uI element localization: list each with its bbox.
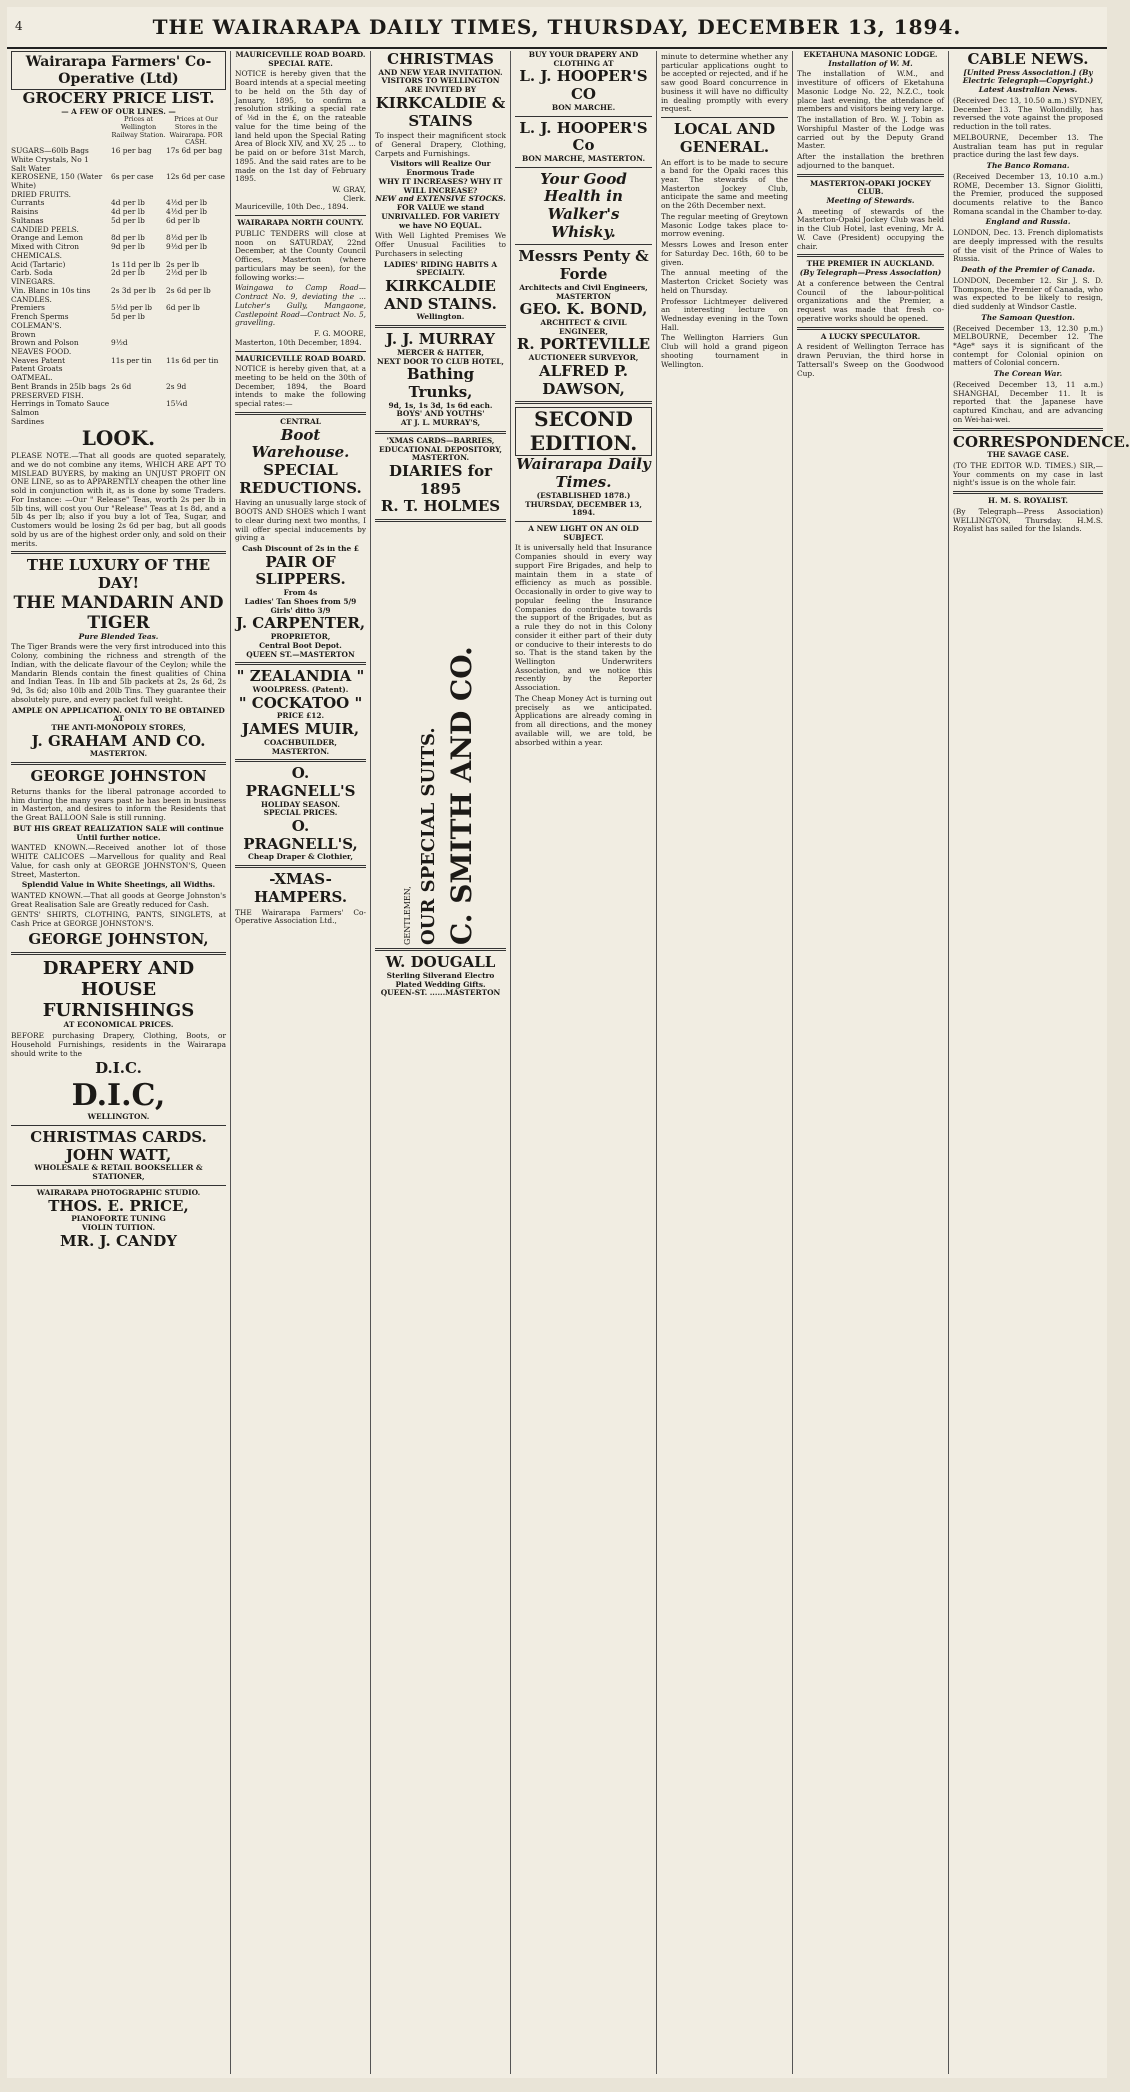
price-value: 4½d per lb bbox=[166, 198, 208, 208]
price-item: Patent Groats bbox=[11, 364, 63, 374]
central: CENTRAL bbox=[280, 416, 321, 426]
tenders-text: PUBLIC TENDERS will close at noon on SATURDAY, 22nd December, at the County Council Offices, Masterton (where particulars may be seen), for the following works:— bbox=[235, 228, 366, 282]
price-value: 12s 6d per case bbox=[166, 172, 226, 182]
sterling: Sterling Silverand Electro Plated Wedding Gifts. bbox=[386, 970, 495, 989]
price-value: 11s per tin bbox=[111, 355, 152, 365]
bath-price: 9d, 1s, 1s 3d, 1s 6d each. bbox=[388, 400, 493, 410]
murray: J. J. MURRAY bbox=[386, 330, 495, 349]
penty-masterton: MASTERTON bbox=[555, 291, 612, 301]
zealandia: " ZEALANDIA " bbox=[236, 667, 365, 686]
great-sale: BUT HIS GREAT REALIZATION SALE will continue Until further notice. bbox=[13, 823, 224, 842]
meeting-stewards: Meeting of Stewards. bbox=[826, 196, 915, 206]
price-value: 6d per lb bbox=[166, 215, 200, 225]
inspect: To inspect their magnificent stock of General Drapery, Clothing, Carpets and Furnishings. bbox=[375, 131, 506, 158]
price-value: 4d per lb bbox=[111, 198, 145, 208]
luxury-heading: THE LUXURY OF THE DAY! bbox=[26, 556, 211, 592]
road-board-1: MAURICEVILLE ROAD BOARD. bbox=[235, 50, 366, 59]
pianoforte-tuning: PIANOFORTE TUNING bbox=[71, 1214, 166, 1224]
special-lines: SPECIAL PRICES. bbox=[263, 808, 338, 818]
col7-body-7: (Received December 13, 11 a.m.) SHANGHAI, December 11. It is reported that the Japanese have captured Kinchau, and are advancing on Wei-hai-wei. bbox=[953, 379, 1103, 424]
price-value bbox=[166, 322, 226, 331]
dawson: ALFRED P. DAWSON, bbox=[539, 361, 628, 398]
lighted: With Well Lighted Premises We Offer Unusual Facilities to Purchasers in selecting bbox=[375, 231, 506, 258]
visitors-2: Visitors will Realize Our Enormous Trade bbox=[390, 159, 491, 178]
queen-st-2: QUEEN ST.—MASTERTON bbox=[246, 649, 355, 659]
wanted-known-1: WANTED KNOWN.—Received another lot of those WHITE CALICOES —Marvellous for quality and Real Value, for cash only at GEORGE JOHNSTON'S, Queen Street, Masterton. bbox=[11, 843, 226, 879]
price-item: Neaves Patent bbox=[11, 355, 66, 365]
samoan-question: The Samoan Question. bbox=[981, 312, 1075, 322]
special-rate: SPECIAL RATE. bbox=[268, 58, 333, 68]
dic-wellington: WELLINGTON. bbox=[87, 1112, 150, 1122]
bathing: Bathing Trunks, bbox=[406, 365, 475, 401]
price-value: 1s 11d per lb bbox=[111, 259, 161, 269]
price-item: Herrings in Tomato Sauce bbox=[11, 399, 110, 409]
latest-australian: Latest Australian News. bbox=[978, 85, 1078, 95]
ample-text: AMPLE ON APPLICATION. ONLY TO BE OBTAINED AT bbox=[12, 705, 225, 724]
price-value: 6d per lb bbox=[166, 303, 200, 313]
price-value: 8d per lb bbox=[111, 233, 145, 243]
auctioneer: AUCTIONEER SURVEYOR, bbox=[528, 353, 639, 363]
price-item: Acid (Tartaric) bbox=[11, 259, 66, 269]
price-head-stores: Prices at Our Stores in the Wairarapa. FOR CASH. bbox=[169, 115, 223, 147]
price-item: Bent Brands in 25lb bags bbox=[11, 381, 106, 391]
price-value bbox=[111, 392, 166, 401]
north-county: WAIRARAPA NORTH COUNTY. bbox=[237, 218, 364, 228]
price-item: Carb. Soda bbox=[11, 268, 53, 278]
boot-warehouse: Boot Warehouse. bbox=[251, 425, 350, 462]
premier-auckland: THE PREMIER IN AUCKLAND. bbox=[806, 259, 935, 269]
works-list: Waingawa to Camp Road—Contract No. 9, deviating the ... Lutcher's Gully, Mangaone, Castlepoint Road—Contract No. 5, gravelling. bbox=[235, 283, 366, 328]
graham-name: J. GRAHAM AND CO. bbox=[31, 731, 206, 750]
col7-body-3: (Received December 13, 10.10 a.m.) ROME, December 13. Signor Giolitti, the Premier, produced the supposed documents relative to the Banco Romana scandal in the Chamber to-day. bbox=[953, 171, 1103, 216]
c-smith-vert: C. SMITH AND CO. bbox=[445, 646, 479, 946]
date-2: Masterton, 10th December, 1894. bbox=[235, 337, 362, 347]
at-murray: AT J. L. MURRAY'S, bbox=[400, 418, 481, 428]
mandarin-text: The Tiger Brands were the very first introduced into this Colony, combining the richness and strength of the Indian, with the delicate flavour of the Ceylon; while the Mandarin Blends contain the finest qualities of China and Indian Teas. In 1lb and 5lb packets at 2s, 2s 6d, 2s 9d, 3s 6d; also 10lb and 20lb Tins. They guarantee their absolutely pure, and every packet full weight. bbox=[11, 642, 226, 704]
kirkcaldie: KIRKCALDIE & STAINS bbox=[375, 93, 506, 130]
dic-text: BEFORE purchasing Drapery, Clothing, Boots, or Household Furnishings, residents in the Wairarapa should write to the bbox=[11, 1031, 226, 1058]
price-value: 4d per lb bbox=[111, 207, 145, 217]
price-value: 2s per lb bbox=[166, 259, 199, 269]
price-value bbox=[111, 365, 166, 374]
why: WHY IT INCREASES? WHY IT WILL INCREASE? bbox=[378, 176, 503, 195]
cable-news: CABLE NEWS. bbox=[967, 50, 1089, 68]
boys-youths: BOYS' AND YOUTHS' bbox=[396, 409, 485, 419]
queen-st-3: QUEEN-ST. ......MASTERTON bbox=[380, 988, 501, 998]
column-1 bbox=[7, 51, 231, 2074]
holmes: R. T. HOLMES bbox=[380, 497, 501, 516]
riding-habits: LADIES' RIDING HABITS A SPECIALTY. bbox=[383, 259, 498, 278]
notice-2: NOTICE is hereby given that, at a meeting to be held on the 30th of December, 1894, the Board intends to make the following special rates:— bbox=[235, 364, 366, 409]
james-muir: JAMES MUIR, bbox=[241, 720, 360, 739]
visitors: VISITORS TO WELLINGTON ARE INVITED BY bbox=[381, 76, 500, 95]
price-value: 16 per bag bbox=[111, 146, 152, 156]
price-item: Brown and Polson bbox=[11, 338, 79, 348]
price-value: 9½d per lb bbox=[166, 242, 208, 252]
next-door: NEXT DOOR TO CLUB HOTEL, bbox=[377, 356, 504, 366]
price-item: SUGARS—60lb Bags White Crystals, No 1 bbox=[11, 146, 89, 164]
dic-big: D.I.C, bbox=[71, 1077, 166, 1113]
col6-body-1: The installation of W.M., and investiture of officers of Eketahuna Masonic Lodge No. 22, N.Z.C., took place last evening, the attendance of members and visitors being very large. bbox=[797, 69, 944, 114]
price-value: 2½d per lb bbox=[166, 268, 208, 278]
price-row bbox=[11, 147, 226, 164]
value: FOR VALUE we stand UNRIVALLED. FOR VARIETY we have NO EQUAL. bbox=[381, 203, 500, 230]
clerk-1: Clerk. bbox=[343, 193, 366, 203]
slippers-from: From 4s bbox=[283, 588, 318, 598]
installation: Installation of W. M. bbox=[828, 58, 913, 68]
editorial-2: The Cheap Money Act is turning out precisely as we anticipated. Applications are already coming in from all directions, and the money available will, we are told, be absorbed within a year. bbox=[515, 693, 652, 747]
violin-tuition: VIOLIN TUITION. bbox=[81, 1223, 156, 1233]
column-3 bbox=[371, 51, 511, 2074]
col5-body-5: The annual meeting of the Masterton Cricket Society was held on Thursday. bbox=[661, 268, 788, 295]
mandarin-heading: THE MANDARIN AND TIGER bbox=[13, 592, 224, 633]
george-johnston-footer: GEORGE JOHNSTON, bbox=[28, 929, 209, 948]
price-item: Mixed with Citron bbox=[11, 242, 80, 252]
paper-date: THURSDAY, DECEMBER 13, 1894. bbox=[525, 499, 642, 518]
date-1: Mauriceville, 10th Dec., 1894. bbox=[235, 202, 349, 212]
col5-body-7: The Wellington Harriers Gun Club will hold a grand pigeon shooting tournament in Wellington. bbox=[661, 333, 788, 369]
price-item: Salt Water bbox=[11, 163, 51, 173]
price-row bbox=[11, 322, 226, 331]
column-6 bbox=[793, 51, 949, 2074]
anti-monopoly: THE ANTI-MONOPOLY STORES, bbox=[51, 723, 186, 733]
photo-studio: WAIRARAPA PHOTOGRAPHIC STUDIO. bbox=[36, 1187, 201, 1197]
price-value: 9½d bbox=[111, 338, 128, 348]
col5-body-1: minute to determine whether any particular applications ought to be accepted or rejected, and if he saw good Board concurrence in business it will have no difficulty in dealing promptly with every request. bbox=[661, 52, 788, 114]
price-value: 11s 6d per tin bbox=[166, 355, 219, 365]
xmas: -XMAS- bbox=[269, 870, 332, 889]
pragnell-2: O. PRAGNELL'S, bbox=[243, 817, 358, 853]
opaki-jockey: MASTERTON-OPAKI JOCKEY CLUB. bbox=[810, 178, 931, 197]
price-item: CANDLES. bbox=[11, 294, 52, 304]
diaries: DIARIES for 1895 bbox=[389, 462, 492, 498]
mercer: MERCER & HATTER, bbox=[397, 347, 484, 357]
price-item: CHEMICALS. bbox=[11, 250, 63, 260]
death-premier: Death of the Premier of Canada. bbox=[961, 265, 1095, 275]
price-item: Currants bbox=[11, 198, 45, 208]
price-value: 4½d per lb bbox=[166, 207, 208, 217]
price-value bbox=[166, 409, 226, 418]
price-item: DRIED FRUITS. bbox=[11, 189, 71, 199]
price-value: 5d per lb bbox=[111, 215, 145, 225]
girls-ditto: Girls' ditto 3/9 bbox=[270, 605, 331, 615]
price-value: 5½d per lb bbox=[111, 303, 153, 313]
geo-bond: GEO. K. BOND, bbox=[519, 300, 648, 319]
bon-marche-2: BON MARCHE, MASTERTON. bbox=[521, 153, 646, 163]
col5-body-4: Messrs Lowes and Ireson enter for Saturday Dec. 16th, 60 to be given. bbox=[661, 240, 788, 267]
price-12: PRICE £12. bbox=[276, 711, 325, 721]
price-item: Orange and Lemon bbox=[11, 233, 83, 243]
gray-1: W. GRAY, bbox=[332, 185, 366, 195]
newspaper-page bbox=[7, 7, 1130, 2078]
col7-body-9: (By Telegraph—Press Association) WELLINGTON, Thursday. H.M.S. Royalist has sailed for the Islands. bbox=[953, 506, 1103, 534]
established: (ESTABLISHED 1878.) bbox=[536, 490, 631, 500]
special-reductions: SPECIAL REDUCTIONS. bbox=[239, 461, 362, 497]
wanted-known-2: WANTED KNOWN.—That all goods at George Johnston's Great Realisation Sale are Greatly reduced for Cash. bbox=[11, 890, 226, 909]
coachbuilder: COACHBUILDER, MASTERTON. bbox=[263, 737, 338, 756]
new-extensive: NEW and EXTENSIVE STOCKS. bbox=[375, 194, 506, 204]
gents-shirts: GENTS' SHIRTS, CLOTHING, PANTS, SINGLETS, at Cash Price at GEORGE JOHNSTON'S. bbox=[11, 910, 226, 929]
price-item: Brown bbox=[11, 329, 36, 339]
page-number: 4 bbox=[15, 19, 23, 33]
price-item: PRESERVED FISH. bbox=[11, 390, 84, 400]
cheap-draper: Cheap Draper & Clothier, bbox=[247, 852, 353, 862]
price-value bbox=[166, 339, 226, 348]
coop-heading: Wairarapa Farmers' Co-Operative (Ltd) bbox=[11, 51, 226, 90]
price-item: Raisins bbox=[11, 207, 39, 217]
col7-body-2: MELBOURNE, December 13. The Australian team has put in regular practice during the last few days. bbox=[953, 132, 1103, 160]
col7-body-5: LONDON, December 12. Sir J. S. D. Thompson, the Premier of Canada, who was expected to be likely to resign, died suddenly at Windsor Castle. bbox=[953, 275, 1103, 312]
thos-price: THOS. E. PRICE, bbox=[48, 1196, 189, 1215]
editorial-1: It is universally held that Insurance Companies should in every way support Fire Brigades, and help to maintain them in a state of efficiency as much as possible. Occasionally in order to give way to popular feeling the Insurance Companies do contribute towards the support of the Brigades, but as a rule they do not in this Colony consider it either part of their duty or conducive to their interests to do so. That is the stand taken by the Wellington Underwriters Association, and we notice this recently by the Reporter Association. bbox=[515, 543, 652, 693]
mr-candy: MR. J. CANDY bbox=[60, 1231, 177, 1250]
price-item: Salmon bbox=[11, 408, 40, 418]
architects: Architects and Civil Engineers, bbox=[519, 282, 648, 292]
column-7 bbox=[949, 50, 1130, 2074]
drapery-heading: DRAPERY AND HOUSE FURNISHINGS bbox=[42, 957, 195, 1022]
xmas-cards: 'XMAS CARDS—BARRIES, EDUCATIONAL DEPOSITORY, bbox=[379, 435, 502, 454]
gentlemen-vert: GENTLEMEN, bbox=[402, 886, 412, 946]
columns bbox=[7, 50, 1130, 2074]
pair-slippers: PAIR OF SLIPPERS. bbox=[255, 552, 346, 589]
splendid-value: Splendid Value in White Sheetings, all Widths. bbox=[21, 880, 216, 890]
few-lines: — A FEW OF OUR LINES. — bbox=[61, 106, 176, 116]
price-value bbox=[166, 418, 226, 427]
hooper: L. J. HOOPER'S CO bbox=[519, 67, 648, 104]
masthead bbox=[7, 7, 1107, 49]
lucky-speculator: A LUCKY SPECULATOR. bbox=[820, 331, 921, 341]
price-item: OATMEAL. bbox=[11, 373, 53, 383]
road-board-2: MAURICEVILLE ROAD BOARD. bbox=[235, 353, 366, 363]
second-edition: SECOND EDITION. bbox=[515, 407, 652, 456]
john-watt-sub: WHOLESALE & RETAIL BOOKSELLER & STATIONER, bbox=[34, 1163, 203, 1182]
banco-romana: The Banco Romana. bbox=[986, 161, 1070, 171]
george-text: Returns thanks for the liberal patronage accorded to him during the many years past he has been in business in Masterton, and desires to inform the Residents that the Great BALLOON Sale is still running. bbox=[11, 786, 226, 823]
special-suits-vert: OUR SPECIAL SUITS. bbox=[418, 727, 440, 946]
kirkcaldie-2: KIRKCALDIE AND STAINS. bbox=[384, 277, 497, 313]
new-year: AND NEW YEAR INVITATION. bbox=[378, 67, 503, 77]
christmas-heading: CHRISTMAS bbox=[387, 50, 494, 68]
penty-forde: Messrs Penty & Forde bbox=[518, 247, 649, 284]
price-item: NEAVES FOOD. bbox=[11, 346, 72, 356]
christmas-cards: CHRISTMAS CARDS. bbox=[30, 1128, 207, 1147]
col7-body-4: LONDON, Dec. 13. French diplomatists are deeply impressed with the results of the visit of the Prince of Wales to Russia. bbox=[953, 228, 1103, 264]
price-value: 17s 6d per bag bbox=[166, 146, 223, 156]
bond-sub: ARCHITECT & CIVIL ENGINEER, bbox=[540, 317, 627, 336]
buy-drapery: BUY YOUR DRAPERY AND CLOTHING AT bbox=[528, 50, 639, 68]
local-general: LOCAL AND GENERAL. bbox=[673, 120, 776, 156]
woolpress: WOOLPRESS. (Patent). bbox=[252, 684, 349, 694]
price-value bbox=[166, 313, 226, 322]
price-value: 5d per lb bbox=[111, 312, 145, 322]
dic-small: D.I.C. bbox=[95, 1059, 142, 1078]
col7-body-1: (Received Dec 13, 10.50 a.m.) SYDNEY, December 13. The Wollondilly, has reversed the vote against the proposed reduction in the toll rates. bbox=[953, 95, 1103, 132]
column-2 bbox=[231, 51, 371, 2074]
price-item: VINEGARS. bbox=[11, 277, 56, 287]
new-light: A NEW LIGHT ON AN OLD SUBJECT. bbox=[528, 524, 639, 542]
price-row bbox=[11, 173, 226, 190]
central-boot: Central Boot Depot. bbox=[259, 640, 342, 650]
price-value bbox=[111, 409, 166, 418]
notice-1: NOTICE is hereby given that the Board intends at a special meeting to be held on the 5th day of January, 1895, to confirm a resolution striking a special rate of ⅛d in the £, on the rateable value for the time being of the land held upon the Special Rating Area of Block XIV, and XV, 25 ... to be paid on or before 31st March, 1895. And the said rates are to be made on the 1st day of February 1895. bbox=[235, 69, 366, 184]
pragnell: O. PRAGNELL'S bbox=[245, 764, 356, 800]
col6-body-3: After the installation the brethren adjourned to the banquet. bbox=[797, 152, 944, 170]
price-item: COLEMAN'S. bbox=[11, 320, 62, 330]
price-value bbox=[166, 365, 226, 374]
col6-body-2: The installation of Bro. W. J. Tobin as Worshipful Master of the Lodge was carried out by the Deputy Grand Master. bbox=[797, 115, 944, 151]
price-value: 2s 3d per lb bbox=[111, 285, 156, 295]
col5-body-6: Professor Lichtmeyer delivered an interesting lecture on Wednesday evening in the Town Hall. bbox=[661, 296, 788, 332]
column-5 bbox=[657, 51, 793, 2074]
economical: AT ECONOMICAL PRICES. bbox=[63, 1020, 174, 1030]
price-item: Vin. Blanc in 10s tins bbox=[11, 285, 91, 295]
price-value bbox=[166, 331, 226, 340]
boots-text: Having an unusually large stock of BOOTS AND SHOES which I want to clear during next two months, I will offer special inducements by giving a bbox=[235, 498, 366, 543]
price-item: French Sperms bbox=[11, 312, 69, 322]
holiday-season: HOLIDAY SEASON. bbox=[260, 799, 341, 809]
col7-body-8: (TO THE EDITOR W.D. TIMES.) SIR,—Your comments on my case in last night's issue is on the whole fair. bbox=[953, 461, 1103, 488]
price-item: CANDIED PEELS. bbox=[11, 224, 79, 234]
george-johnston-heading: GEORGE JOHNSTON bbox=[30, 767, 207, 786]
price-value: 15¼d bbox=[166, 399, 188, 409]
ladies-tan: Ladies' Tan Shoes from 5/9 bbox=[244, 596, 357, 606]
cable-copyright: [United Press Association.] (By Electric Telegraph—Copyright.) bbox=[962, 67, 1094, 86]
grocery-heading: GROCERY PRICE LIST. bbox=[22, 89, 215, 108]
price-value: 2s 6d per lb bbox=[166, 285, 211, 295]
price-item: Premiers bbox=[11, 303, 45, 313]
moore: F. G. MOORE, bbox=[313, 329, 366, 339]
savage-case: THE SAVAGE CASE. bbox=[987, 450, 1069, 460]
price-value: 2s 6d bbox=[111, 381, 132, 391]
col7-body-6: (Received December 13, 12.30 p.m.) MELBOURNE, December 12. The *Age* says it is significant of the contempt for Colonial opinion on matters of Colonial concern. bbox=[953, 323, 1103, 368]
john-watt: JOHN WATT, bbox=[65, 1145, 172, 1164]
graham-town: MASTERTON. bbox=[89, 749, 148, 759]
price-value bbox=[111, 400, 166, 409]
col5-body-3: The regular meeting of Greytown Masonic Lodge takes place to-morrow evening. bbox=[661, 211, 788, 239]
corean-war: The Corean War. bbox=[993, 369, 1063, 379]
look-heading: LOOK. bbox=[81, 425, 156, 450]
correspondence: CORRESPONDENCE. bbox=[953, 432, 1130, 451]
cockatoo: " COCKATOO " bbox=[238, 693, 363, 712]
proprietor: PROPRIETOR, bbox=[270, 632, 331, 642]
price-value: 2s 9d bbox=[166, 381, 187, 391]
col6-body-5: At a conference between the Central Council of the labour-political organizations and the Premier, a request was made that fresh co-operative works should be opened. bbox=[797, 278, 944, 323]
hooper-2: L. J. HOOPER'S Co bbox=[519, 118, 648, 155]
premier-tele: (By Telegraph—Press Association) bbox=[799, 268, 942, 278]
col5-body-2: An effort is to be made to secure a band for the Opaki races this year. The stewards of the Masterton Jockey Club, anticipate the same and meeting on the 26th December next. bbox=[661, 157, 788, 211]
column-4 bbox=[511, 51, 657, 2074]
walkers-whisky: Your Good Health in Walker's Whisky. bbox=[540, 169, 627, 241]
eketahuna-lodge: EKETAHUNA MASONIC LODGE. bbox=[803, 50, 938, 59]
price-list bbox=[11, 147, 226, 427]
kirk-wellington: Wellington. bbox=[416, 312, 465, 322]
col6-body-6: A resident of Wellington Terrace has drawn Peruvian, the third horse in Tattersall's Sweep on the Goodwood Cup. bbox=[797, 342, 944, 378]
price-value: 6s per case bbox=[111, 172, 154, 182]
pure-blended: Pure Blended Teas. bbox=[78, 631, 159, 641]
price-item: Sardines bbox=[11, 416, 45, 426]
england-russia: England and Russia. bbox=[985, 217, 1071, 227]
col6-body-4: A meeting of stewards of the Masterton-Opaki Jockey Club was held in the Club Hotel, last evening, Mr A. W. Cave (President) occupying the chair. bbox=[797, 206, 944, 251]
cash-discount: Cash Discount of 2s in the £ bbox=[242, 544, 359, 554]
price-value bbox=[111, 322, 166, 331]
smith-vertical-ad bbox=[375, 525, 506, 945]
price-item: Sultanas bbox=[11, 215, 44, 225]
price-value: 2d per lb bbox=[111, 268, 145, 278]
hampers: HAMPERS. bbox=[253, 887, 348, 906]
price-head-wellington: Prices at Wellington Railway Station. bbox=[111, 115, 166, 139]
bon-marche: BON MARCHE. bbox=[551, 102, 616, 112]
paper-title: Wairarapa Daily Times. bbox=[516, 455, 651, 492]
xmas-masterton: MASTERTON. bbox=[411, 453, 470, 463]
price-value: 9d per lb bbox=[111, 242, 145, 252]
dougall: W. DOUGALL bbox=[385, 953, 496, 972]
newspaper-title: THE WAIRARAPA DAILY TIMES, THURSDAY, DECEMBER 13, 1894. bbox=[152, 15, 962, 39]
price-row bbox=[11, 400, 226, 409]
coop-text: THE Wairarapa Farmers' Co-Operative Association Ltd., bbox=[235, 907, 366, 926]
price-value: 8½d per lb bbox=[166, 233, 208, 243]
look-text: PLEASE NOTE.—That all goods are quoted separately, and we do not combine any items, WHICH ARE APT TO MISLEAD BUYERS, by making an UNJUST PROFIT ON ONE LINE, so as to APPARENTLY cheapen the other line sold in conjunction with it, as is done by some Traders. For Instance: —Our " Release" Teas, worth 2s per lb in 5lb tins, will cost you Our "Release" Teas at 1s 8d, and a 5lb 4s per lb; also if you buy a lot of Tea, Sugar, and Customers would be losing 2s 6d per bag, but all goods sold by us are of the highest order only, and sold on their merits. bbox=[11, 451, 226, 548]
carpenter: J. CARPENTER, bbox=[235, 614, 366, 633]
porteville: R. PORTEVILLE bbox=[516, 335, 651, 354]
hms-royalist: H. M. S. ROYALIST. bbox=[988, 496, 1068, 506]
price-item: KEROSENE, 150 (Water White) bbox=[11, 172, 103, 191]
